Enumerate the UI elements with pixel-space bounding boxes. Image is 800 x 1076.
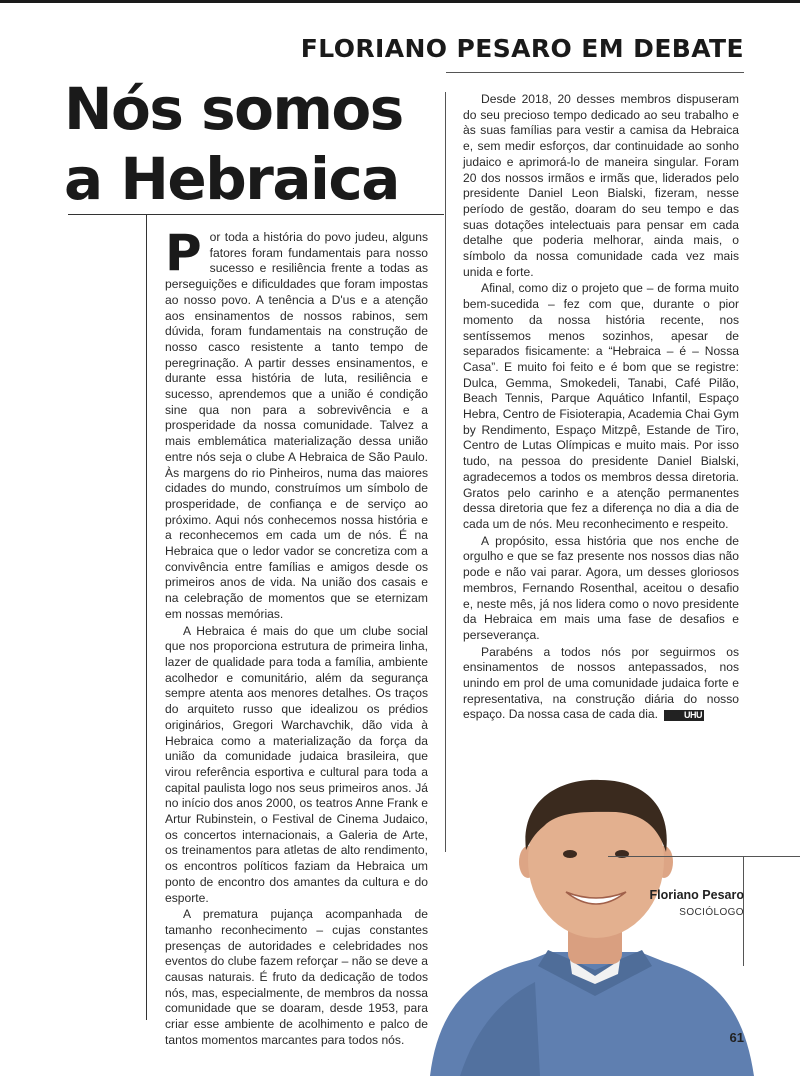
portrait-eye-left [563, 850, 577, 858]
author-name: Floriano Pesaro [649, 888, 744, 902]
headline-line-1: Nós somos [64, 75, 403, 143]
paragraph-1-text: or toda a história do povo judeu, alguns fatores foram fundamentais para nosso sucesso e resiliência frente a todas as perseguições e dificuldades que foram impostas ao nosso povo. A tenência a D'us e a atenção aos ensinamentos de nossos rabinos, sem dúvida, foram fundamentais na construção de nosso casco resistente a tanto tempo de peregrinação. A partir desses ensinamentos, e durante essa história de luta, resiliência e sucesso, aprendemos que a união é condição sine qua non para a sobrevivência e a prosperidade da nossa comunidade. Talvez a mais emblemática materialização dessa união entre nós seja o clube A Hebraica de São Paulo. Às margens do rio Pinheiros, numa das maiores cidades do mundo, construímos um símbolo de prosperidade, de confiança e de serviço ao próximo. Aqui nós conhecemos nossa história e a reconhecemos em cada um de nós. É na Hebraica que o ledor vador se concretiza com a convivência entre famílias e amigos desde os primeiros anos de vida. Na união dos casais e na celebração de momentos que se eternizam em nossas memórias. [165, 230, 428, 621]
paragraph-5: Afinal, como diz o projeto que – de forma muito bem-sucedida – fez com que, durante o pior momento da nossa história recente, nos sentíssemos menos sozinhos, apesar de separados fisicamente: a “Hebraica – é – Nossa Casa”. E muito foi feito e é bom que se registre: Dulca, Gemma, Smokedeli, Tanabi, Café Pilão, Beach Tennis, Parque Aquático Infantil, Espaço Hebra, Centro de Fisioterapia, Academia Chai Gym by Rendimento, Espaço Mitzpê, Estande de Tiro, Centro de Lutas Olímpicas e muito mais. Por isso tudo, na pessoa do presidente Daniel Bialski, agradecemos a todos os membros dessa diretoria. Gratos pelo carinho e a atenção permanentes dessa diretoria que fez a diferença no dia a dia de cada um de nós. Meu reconhecimento e respeito. [463, 281, 739, 531]
paragraph-3: A prematura pujança acompanhada de tamanho reconhecimento – cujas constantes presenças de autoridades e celebridades nos eventos do clube fazem reforçar – não se deve a causas naturais. É fruto da dedicação de todos nós, mas, especialmente, de membros da nossa comunidade que se doaram, desde 1953, para criar esse ambiente de acolhimento e palco de tantos momentos marcantes para todos nós. [165, 907, 428, 1047]
page-number: 61 [729, 1030, 744, 1045]
author-portrait [420, 770, 760, 1076]
middle-column-rule [445, 92, 446, 852]
paragraph-7-text: Parabéns a todos nós por seguirmos os ensinamentos de nossos antepassados, nos unindo em prol de uma comunidade judaica forte e representativa, na construção diária do nosso espaço. Da nossa casa de cada dia. [463, 644, 739, 722]
paragraph-4: Desde 2018, 20 desses membros dispuseram do seu precioso tempo dedicado ao seu trabalho e às suas famílias para vestir a camisa da Hebraica e, sem medir esforços, dar continuidade ao sonho judaico e aprimorá-lo de maneira singular. Foram 20 dos nossos irmãos e irmãs que, liderados pelo presidente Daniel Leon Bialski, fizeram, nesse período de gestão, doaram do seu tempo e das suas dotações intelectuais para pensar em cada detalhe que poderia melhorar, ainda mais, o símbolo da nossa comunidade cada vez mais unida e forte. [463, 92, 739, 279]
paragraph-1 [165, 224, 428, 623]
paragraph-7 [463, 645, 739, 724]
end-mark-logo: UHU [664, 710, 704, 721]
article-column-right [463, 92, 739, 723]
headline [64, 74, 444, 214]
author-role: SOCIÓLOGO [679, 907, 744, 918]
paragraph-6: A propósito, essa história que nos enche de orgulho e que se faz presente nos nossos dias não pode e não vai parar. Agora, um desses gloriosos membros, Fernando Rosenthal, aceitou o desafio e, neste mês, já nos lidera como o novo presidente da Hebraica em mais uma fase de desafios e perseverança. [463, 533, 739, 642]
headline-divider [68, 214, 444, 215]
section-divider [446, 72, 744, 73]
section-title: FLORIANO PESARO EM DEBATE [300, 34, 744, 63]
drop-cap: P [165, 224, 202, 282]
photo-frame-rule-top [608, 856, 800, 857]
article-column-left [165, 224, 428, 1049]
headline-line-2: a Hebraica [64, 145, 399, 213]
left-column-rule [146, 214, 147, 1020]
top-rule [0, 0, 800, 3]
paragraph-2: A Hebraica é mais do que um clube social que nos proporciona estrutura de primeira linha, lazer de qualidade para toda a família, ambiente acolhedor e comunitário, além da segurança sempre atenta aos menores detalhes. Os traços do arquiteto russo que idealizou os prédios originários, Gregori Warchavchik, dão vida à Hebraica como a materialização da força da união da comunidade judaica brasileira, que virou referência esportiva e cultural para toda a capital paulista logo nos seus primeiros anos. Já no início dos anos 2000, os teatros Anne Frank e Artur Rubinstein, o Festival de Cinema Judaico, os concertos internacionais, a Galeria de Arte, os treinamentos para atletas de alto rendimento, os encontros políticos faziam da Hebraica um ponto de encontro dos amantes da cultura e do esporte. [165, 623, 428, 905]
